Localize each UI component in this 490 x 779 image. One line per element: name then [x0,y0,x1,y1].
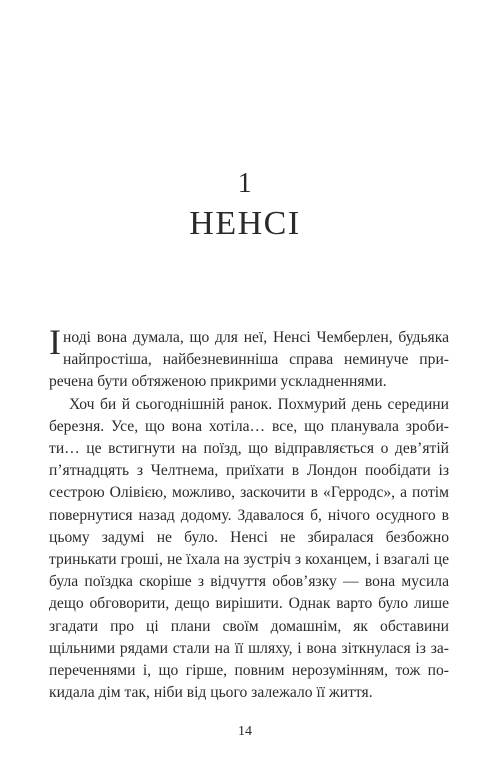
paragraph-1 [49,322,449,394]
paragraph-2: Хоч би й сьогоднішній ранок. Похмурий день середини березня. Усе, що вона хотіла… все, що планувала зробити… це встигнути на поїзд, що відправляється о дев’ятій п’ятнадцять з Челтнема, приїхати в Лондон пообідати із сестрою Олівією, можливо, заскочити в «Герродс», а потім повернутися назад додому. Здавалося б, нічого осудного в цьому задумі не було. Ненсі не збиралася безбожно тринькати гроші, не їхала на зустріч з коханцем, і взагалі це була поїздка скоріше з відчуття обов’язку — вона мусила дещо обговорити, дещо вирішити. Однак варто було лише згадати про ці плани своїм домашнім, як обставини щільними рядами стали на її шляху, і вона зіткнулася із запереченнями і, що гірше, повним нерозумінням, тож покидала дім так, ніби від цього залежало її життя. [49,395,449,702]
chapter-title: НЕНСІ [189,205,301,242]
paragraph-1-text: ноді вона думала, що для неї, Ненсі Чемберлен, будьяка найпростіша, найбезневинніша справа неминуче приречена бути обтяженою прикрими ускладненнями. [49,329,449,391]
chapter-number: 1 [237,168,253,199]
body-text [49,322,449,704]
page-number: 14 [238,724,252,739]
drop-cap: І [49,322,61,362]
